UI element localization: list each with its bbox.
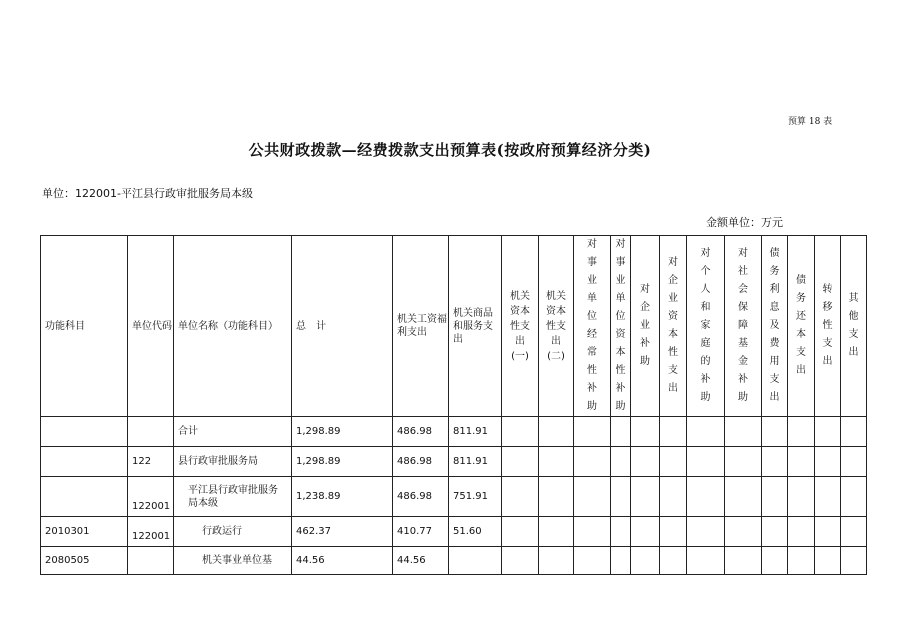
header-inst-normal: 对事业单位经常性补助	[587, 239, 597, 412]
cell-code: 122	[128, 447, 174, 477]
cell-func: 2010301	[41, 517, 128, 547]
cell-wage: 486.98	[393, 417, 449, 447]
table-number: 预算 18 表	[788, 117, 833, 127]
page-title: 公共财政拨款—经费拨款支出预算表(按政府预算经济分类)	[248, 141, 652, 159]
header-code: 单位代码	[128, 236, 174, 417]
cell-goods: 811.91	[449, 447, 502, 477]
cell-name: 县行政审批服务局	[174, 447, 292, 477]
cell-goods: 51.60	[449, 517, 502, 547]
table-row	[41, 547, 867, 575]
cell-func	[41, 417, 128, 447]
cell-total: 462.37	[292, 517, 393, 547]
cell-code: 122001	[128, 517, 174, 547]
header-goods: 机关商品和服务支出	[449, 236, 502, 417]
cell-func	[41, 477, 128, 517]
cell-wage: 44.56	[393, 547, 449, 575]
table-row	[41, 447, 867, 477]
cell-wage: 486.98	[393, 477, 449, 517]
header-cap2: 机关资本性支出(二)	[546, 290, 566, 362]
header-name: 单位名称（功能科目）	[174, 236, 292, 417]
header-debt-rep: 债务还本支出	[796, 275, 806, 376]
header-ent-sub: 对企业补助	[640, 284, 650, 367]
cell-goods: 811.91	[449, 417, 502, 447]
header-wage: 机关工资福利支出	[393, 236, 449, 417]
unit-line: 单位：122001-平江县行政审批服务局本级	[42, 187, 253, 200]
cell-code: 122001	[128, 477, 174, 517]
header-row	[41, 236, 867, 417]
cell-code	[128, 417, 174, 447]
cell-name: 合计	[174, 417, 292, 447]
cell-total: 1,298.89	[292, 447, 393, 477]
cell-total: 44.56	[292, 547, 393, 575]
table-row	[41, 477, 867, 517]
cell-name: 平江县行政审批服务局本级	[174, 477, 292, 517]
cell-goods: 751.91	[449, 477, 502, 517]
table-row	[41, 517, 867, 547]
header-func: 功能科目	[41, 236, 128, 417]
header-other: 其他支出	[848, 293, 859, 358]
cell-code	[128, 547, 174, 575]
header-social: 对社会保障基金补助	[738, 248, 748, 403]
table-row	[41, 417, 867, 447]
budget-table	[40, 235, 867, 575]
cell-wage: 410.77	[393, 517, 449, 547]
header-cap1: 机关资本性支出(一)	[510, 290, 530, 362]
cell-total: 1,238.89	[292, 477, 393, 517]
cell-func: 2080505	[41, 547, 128, 575]
header-total: 总 计	[292, 236, 393, 417]
header-ent-cap: 对企业资本性支出	[668, 257, 678, 394]
cell-goods	[449, 547, 502, 575]
amount-unit: 金额单位：万元	[706, 216, 783, 229]
cell-name: 行政运行	[174, 517, 292, 547]
header-transfer: 转移性支出	[822, 284, 833, 367]
cell-func	[41, 447, 128, 477]
header-debt-int: 债务利息及费用支出	[769, 248, 780, 403]
cell-name: 机关事业单位基	[174, 547, 292, 575]
cell-total: 1,298.89	[292, 417, 393, 447]
header-family: 对个人和家庭的补助	[700, 248, 711, 403]
cell-wage: 486.98	[393, 447, 449, 477]
header-inst-cap: 对事业单位资本性补助	[615, 239, 626, 412]
